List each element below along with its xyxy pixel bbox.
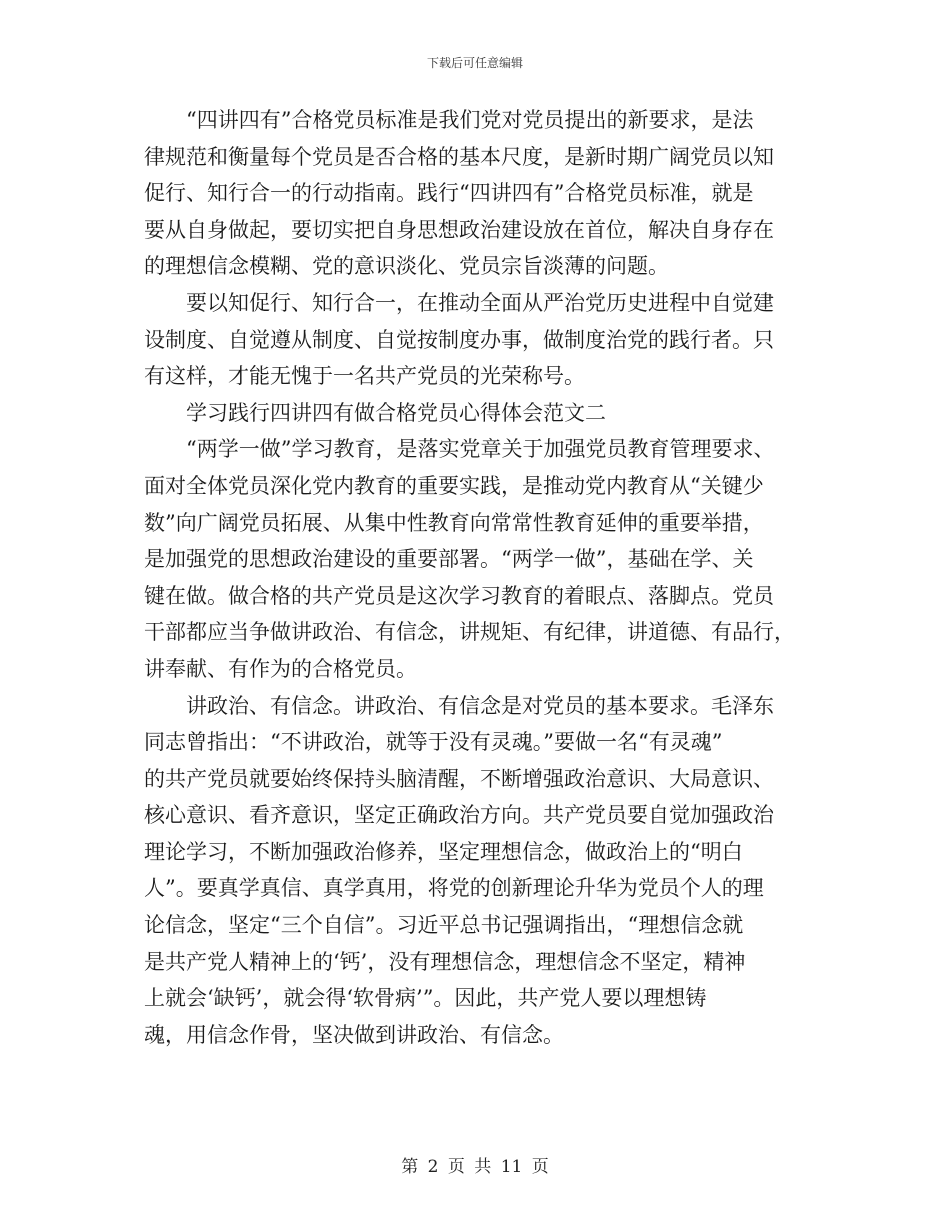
text-line: 是共产党人精神上的‘钙’，没有理想信念，理想信念不坚定，精神 (144, 949, 746, 974)
section-title: 学习践行四讲四有做合格党员心得体会范文二 (186, 400, 606, 425)
text-line: 理论学习，不断加强政治修养，坚定理想信念，做政治上的“明白 (144, 839, 743, 864)
text-line: 数”向广阔党员拓展、从集中性教育向常常性教育延伸的重要举措， (144, 510, 764, 535)
text-line: 要以知促行、知行合一，在推动全面从严治党历史进程中自觉建 (186, 290, 774, 315)
text-line: 核心意识、看齐意识，坚定正确政治方向。共产党员要自觉加强政治 (144, 803, 774, 828)
text-line: 促行、知行合一的行动指南。践行“四讲四有”合格党员标准，就是 (144, 181, 754, 206)
text-line: 论信念，坚定“三个自信”。习近平总书记强调指出，“理想信念就 (144, 913, 744, 938)
text-line: 是加强党的思想政治建设的重要部署。“两学一做”，基础在学、关 (144, 547, 754, 572)
text-line: 同志曾指出：“不讲政治，就等于没有灵魂。”要做一名“有灵魂” (144, 730, 723, 755)
text-line: 键在做。做合格的共产党员是这次学习教育的着眼点、落脚点。党员 (144, 583, 774, 608)
text-line: 讲奉献、有作为的合格党员。 (144, 656, 417, 681)
text-line: 上就会‘缺钙’，就会得‘软骨病’”。因此，共产党人要以理想铸 (144, 986, 707, 1011)
text-line: “两学一做”学习教育，是落实党章关于加强党员教育管理要求、 (186, 437, 775, 462)
document-body (144, 102, 816, 1053)
text-line: 的共产党员就要始终保持头脑清醒，不断增强政治意识、大局意识、 (144, 766, 774, 791)
text-line: 的理想信念模糊、党的意识淡化、党员宗旨淡薄的问题。 (144, 254, 669, 279)
text-line: 人”。要真学真信、真学真用，将党的创新理论升华为党员个人的理 (144, 876, 764, 901)
text-line: 面对全体党员深化党内教育的重要实践，是推动党内教育从“关键少 (144, 473, 764, 498)
page-header: 下载后可任意编辑 (426, 56, 523, 70)
text-line: “四讲四有”合格党员标准是我们党对党员提出的新要求，是法 (186, 108, 754, 132)
text-line: 设制度、自觉遵从制度、自觉按制度办事，做制度治党的践行者。只 (144, 327, 774, 352)
text-line: 有这样，才能无愧于一名共产党员的光荣称号。 (144, 364, 585, 389)
page-number: 第 2 页 共 11 页 (401, 1157, 549, 1177)
text-line: 干部都应当争做讲政治、有信念，讲规矩、有纪律，讲道德、有品行， (144, 620, 795, 645)
text-line: 律规范和衡量每个党员是否合格的基本尺度，是新时期广阔党员以知 (144, 144, 774, 169)
text-line: 要从自身做起，要切实把自身思想政治建设放在首位，解决自身存在 (144, 217, 774, 242)
text-line: 魂，用信念作骨，坚决做到讲政治、有信念。 (144, 1022, 564, 1047)
text-line: 讲政治、有信念。讲政治、有信念是对党员的基本要求。毛泽东 (186, 693, 774, 718)
